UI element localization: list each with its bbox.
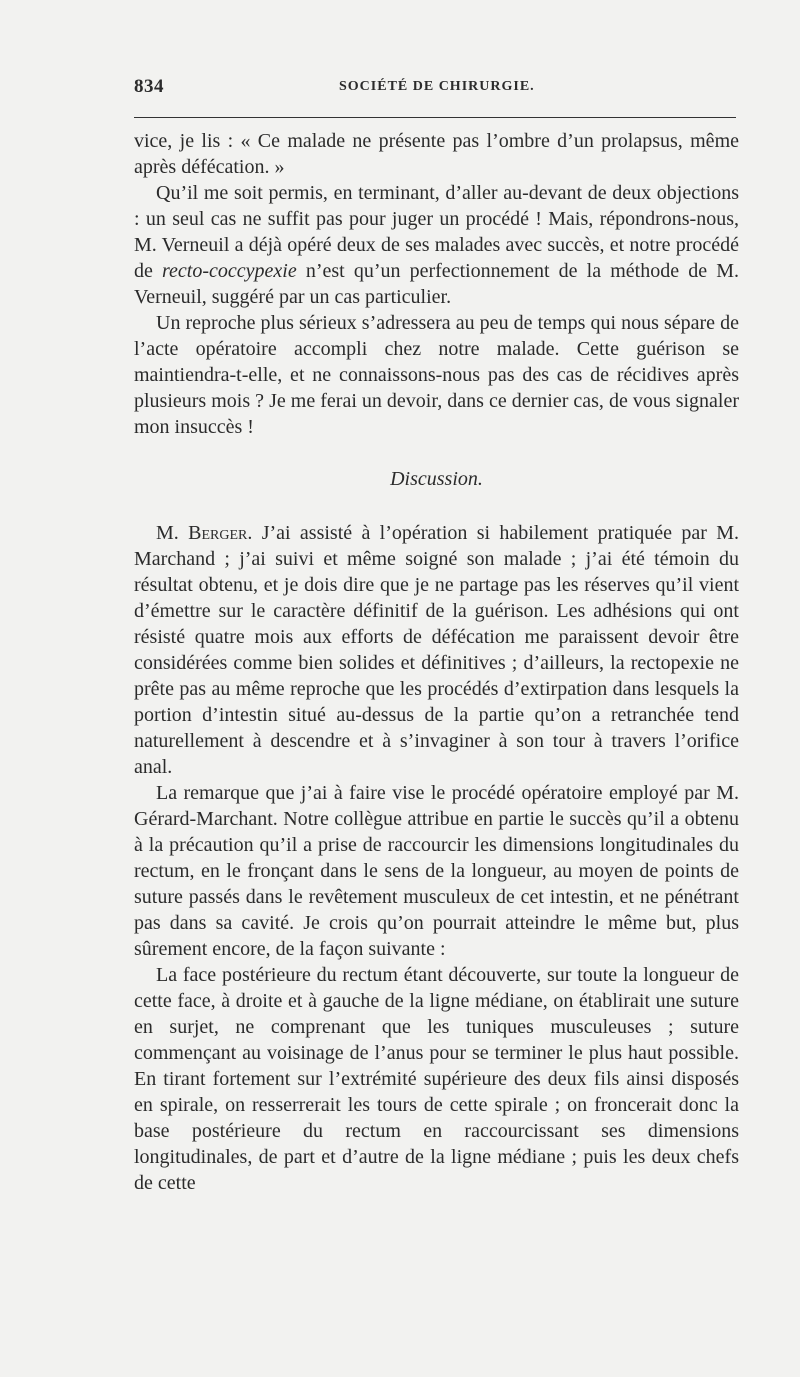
page-number: 834 (134, 76, 164, 97)
header-rule (134, 117, 736, 118)
paragraph-remark: La remarque que j’ai à faire vise le procédé opératoire employé par M. Gérard-Marchant. Notre collègue attribue en partie le succès qu’il a obtenu à la précaution qu’il a prise de raccourcir les dimensions longitudinales du rectum, en le fronçant dans le sens de la longueur, au moyen de points de suture passés dans le revêtement musculeux de cet intestin, et ne pénétrant pas dans sa cavité. Je crois qu’on pourrait atteindre le même but, plus sûrement encore, de la façon suivante : (134, 782, 739, 960)
body-text (134, 128, 739, 1196)
emphasized-term: recto-coccypexie (162, 260, 297, 282)
speaker-suffix: . (247, 522, 262, 544)
paragraph-objections-start: Qu’il me soit permis, en terminant, d’aller au-devant de deux objections : un seul cas ne suffit pas pour juger un procédé ! Mais, répondrons-nous, M. Verneuil a déjà opéré deux de ses malades avec succès, et notre procédé de (134, 182, 739, 282)
paragraph-reproach: Un reproche plus sérieux s’adressera au peu de temps qui nous sépare de l’acte opératoire accompli chez notre malade. Cette guérison se maintiendra-t-elle, et ne connaissons-nous pas des cas de récidives après plusieurs mois ? Je me ferai un devoir, dans ce dernier cas, de vous signaler mon insuccès ! (134, 312, 739, 438)
speaker-prefix: M. (156, 522, 189, 544)
paragraph-continuation: vice, je lis : « Ce malade ne présente pas l’ombre d’un prolapsus, même après défécation. » (134, 130, 739, 178)
speaker-name: Berger (188, 522, 248, 544)
paragraph-objections (134, 180, 739, 310)
paragraph-berger-text: J’ai assisté à l’opération si habilement pratiquée par M. Marchand ; j’ai suivi et même soigné son malade ; j’ai été témoin du résultat obtenu, et je dois dire que je ne partage pas les réserves qu’il vient d’émettre sur le caractère définitif de la guérison. Les adhésions qui ont résisté quatre mois aux efforts de défécation me paraissent devoir être considérées comme bien solides et définitives ; d’ailleurs, la rectopexie ne prête pas au même reproche que les procédés d’extirpation dans lesquels la portion d’intestin situé au-dessus de la partie qu’on a retranchée tend naturellement à descendre et à s’invaginer à son tour à travers l’orifice anal. (134, 522, 740, 778)
paragraph-berger (134, 520, 739, 780)
paragraph-objections-end: n’est qu’un perfectionnement de la méthode de M. Verneuil, suggéré par un cas particulier. (134, 260, 739, 308)
page-header (134, 76, 738, 102)
running-title: SOCIÉTÉ DE CHIRURGIE. (339, 79, 535, 94)
section-heading-discussion: Discussion. (390, 468, 483, 490)
paragraph-procedure: La face postérieure du rectum étant découverte, sur toute la longueur de cette face, à droite et à gauche de la ligne médiane, on établirait une suture en surjet, ne comprenant que les tuniques musculeuses ; suture commençant au voisinage de l’anus pour se terminer le plus haut possible. En tirant fortement sur l’extrémité supérieure des deux fils ainsi disposés en spirale, on resserrerait les tours de cette spirale ; on froncerait donc la base postérieure du rectum en raccourcissant ses dimensions longitudinales, de part et d’autre de la ligne médiane ; puis les deux chefs de cette (134, 964, 739, 1194)
